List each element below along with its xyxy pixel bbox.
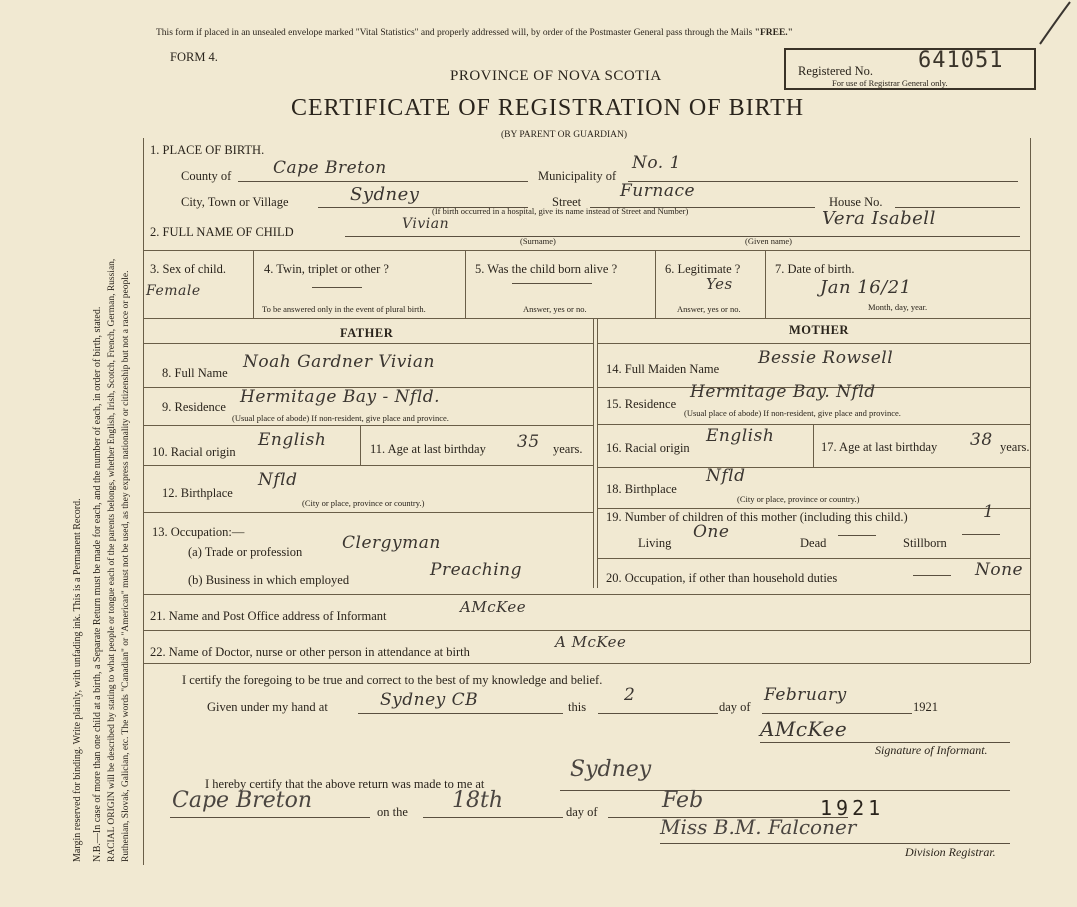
father-row10-rule [143,465,593,466]
given-name-note: (Given name) [745,236,792,246]
mother-age: 38 [970,430,993,450]
dob-value: Jan 16/21 [820,277,912,298]
father-name: Noah Gardner Vivian [243,352,435,372]
reg-place-line [560,790,1010,791]
dob-label: 7. Date of birth. [775,262,855,276]
county-label: County of [181,169,232,183]
alive-dash [512,283,592,284]
cert-year: 1921 [913,700,938,714]
given-label: Given under my hand at [207,700,328,714]
street-label: Street [552,195,582,209]
form-number: FORM 4. [170,50,218,64]
informant-value: AMcKee [460,598,527,616]
twin-label: 4. Twin, triplet or other ? [264,262,389,276]
mother-children: 1 [983,502,995,522]
row37-top [143,250,1030,251]
row37-div2 [465,250,466,318]
mother-bp-note: (City or place, province or country.) [737,494,860,504]
province-heading: PROVINCE OF NOVA SCOTIA [450,68,662,84]
house-label: House No. [829,195,883,209]
mother-name-label: 14. Full Maiden Name [606,362,720,376]
mother-race-div [813,424,814,467]
alive-note: Answer, yes or no. [523,304,587,314]
mother-occ-dash [913,575,951,576]
row22-bottom [143,663,1030,664]
dead-dash [838,535,876,536]
father-heading: FATHER [340,326,394,340]
reg-day-of-label: day of [566,805,598,819]
child-name-label: 2. FULL NAME OF CHILD [150,225,294,239]
father-occ-label: 13. Occupation:— [152,525,245,539]
father-name-label: 8. Full Name [162,366,228,380]
municipality-label: Municipality of [538,169,617,183]
row37-div3 [655,250,656,318]
father-age: 35 [517,432,540,452]
legit-label: 6. Legitimate ? [665,262,741,276]
mother-row19-rule [597,558,1030,559]
doctor-label: 22. Name of Doctor, nurse or other person in attendance at birth [150,645,470,659]
street-value: Furnace [620,181,696,201]
row21-top [143,594,1030,595]
reg-month: Feb [662,788,704,813]
day-of-label: day of [719,700,751,714]
city-value: Sydney [350,184,420,205]
mother-name: Bessie Rowsell [758,348,894,368]
hospital-note: (If birth occurred in a hospital, give its name instead of Street and Number) [432,206,689,216]
father-race-label: 10. Racial origin [152,445,236,459]
father-trade-label: (a) Trade or profession [188,545,303,559]
month-line [762,713,912,714]
child-surname: Vivian [402,216,450,232]
registrar-line [660,843,1010,844]
father-birthplace: Nfld [258,470,298,490]
legit-value: Yes [706,275,733,293]
parents-divider-b [597,318,598,588]
sidebar-line-1: Margin reserved for binding. Write plainly, with unfading ink. This is a Permanent Record. [72,498,83,862]
signature-label: Signature of Informant. [875,743,988,757]
father-race-div [360,425,361,465]
father-bp-note: (City or place, province or country.) [302,498,425,508]
father-res-note: (Usual place of abode) If non-resident, give place and province. [232,413,449,423]
cert-month: February [764,685,847,705]
registered-number: 641051 [918,48,1004,73]
day-line [598,713,718,714]
city-label: City, Town or Village [181,195,289,209]
certificate-subtitle: (BY PARENT OR GUARDIAN) [501,130,628,140]
informant-signature: AMcKee [760,717,848,741]
mother-children-label: 19. Number of children of this mother (including this child.) [606,510,908,524]
mother-occ-label: 20. Occupation, if other than household duties [606,571,838,585]
this-label: this [568,700,587,714]
sidebar-line-2: N.B.—In case of more than one child at a birth, a Separate Return must be made for each, and the number of each, in order of birth, stated. [92,306,103,862]
reg-day: 18th [452,788,504,813]
pen-stroke-mark [1010,0,1077,60]
father-race: English [258,430,327,450]
reg-place: Sydney [570,757,652,782]
reg-year: 1921 [820,796,885,820]
frame-left [143,138,144,865]
mother-age-label: 17. Age at last birthday [821,440,938,454]
on-the-label: on the [377,805,408,819]
mother-heading: MOTHER [789,323,849,337]
registrar-statement: I hereby certify that the above return was made to me at [205,777,485,791]
child-name-line [345,236,1020,237]
row37-bottom [143,318,1030,319]
alive-label: 5. Was the child born alive ? [475,262,618,276]
informant-label: 21. Name and Post Office address of Informant [150,609,387,623]
living-label: Living [638,536,672,550]
doctor-value: A McKee [555,633,627,651]
sidebar-line-4: Ruthenian, Slovak, Galician, etc. The words "Canadian" or "American" must not be used, as they express nationality or citizenship but not a race or people. [121,270,131,862]
row21-bottom [143,630,1030,631]
cert-statement: I certify the foregoing to be true and correct to the best of my knowledge and belief. [182,673,603,687]
given-place-line [358,713,563,714]
dob-note: Month, day, year. [868,302,928,312]
mother-res-note: (Usual place of abode) If non-resident, give place and province. [684,408,901,418]
father-row9-rule [143,425,593,426]
county-line [238,181,528,182]
mother-heading-rule [597,343,1030,344]
frame-right [1030,138,1031,663]
surname-note: (Surname) [520,236,556,246]
father-bp-label: 12. Birthplace [162,486,233,500]
father-heading-rule [143,343,593,344]
reg-county-line [170,817,370,818]
registrar-label: Division Registrar. [905,845,996,859]
father-residence: Hermitage Bay - Nfld. [240,387,441,407]
certificate-title: CERTIFICATE OF REGISTRATION OF BIRTH [291,95,805,121]
legit-note: Answer, yes or no. [677,304,741,314]
mother-occupation: None [975,560,1024,580]
living-value: One [693,522,730,542]
registered-note: For use of Registrar General only. [832,78,948,88]
row37-div4 [765,250,766,318]
father-years: years. [553,442,583,456]
mother-row16-rule [597,467,1030,468]
mail-note: This form if placed in an unsealed envelope marked "Vital Statistics" and properly addressed will, by order of the Postmaster General pass through the Mails "FREE." [156,28,793,38]
father-trade: Clergyman [342,533,441,553]
child-given-name: Vera Isabell [822,208,936,229]
twin-dash [312,287,362,288]
mother-years: years. [1000,440,1030,454]
stillborn-label: Stillborn [903,536,947,550]
dead-label: Dead [800,536,827,550]
reg-day-line [423,817,563,818]
father-res-label: 9. Residence [162,400,226,414]
mother-race-label: 16. Racial origin [606,441,690,455]
municipality-value: No. 1 [632,153,681,173]
father-age-label: 11. Age at last birthday [370,442,486,456]
county-value: Cape Breton [273,158,387,178]
registrar-signature: Miss B.M. Falconer [660,815,857,839]
mother-birthplace: Nfld [706,466,746,486]
given-place: Sydney CB [380,690,479,710]
mother-race: English [706,426,775,446]
sex-label: 3. Sex of child. [150,262,227,276]
father-biz-label: (b) Business in which employed [188,573,350,587]
mother-residence: Hermitage Bay. Nfld [690,382,876,402]
mother-bp-label: 18. Birthplace [606,482,677,496]
cert-day: 2 [624,685,636,705]
stillborn-dash [962,534,1000,535]
row37-div1 [253,250,254,318]
sex-value: Female [146,283,201,299]
sidebar-line-3: RACIAL ORIGIN will be described by stating to what people or tongue each of the parents belongs, whether English, Irish, Scotch, French, German, Russian, [107,258,117,862]
registered-label: Registered No. [798,64,873,78]
mother-res-label: 15. Residence [606,397,677,411]
father-business: Preaching [430,560,522,580]
father-row12-rule [143,512,593,513]
parents-divider-a [593,318,594,588]
reg-county: Cape Breton [172,788,313,813]
place-label: 1. PLACE OF BIRTH. [150,143,265,157]
twin-note: To be answered only in the event of plural birth. [262,304,426,314]
mother-row18-rule [597,508,1030,509]
